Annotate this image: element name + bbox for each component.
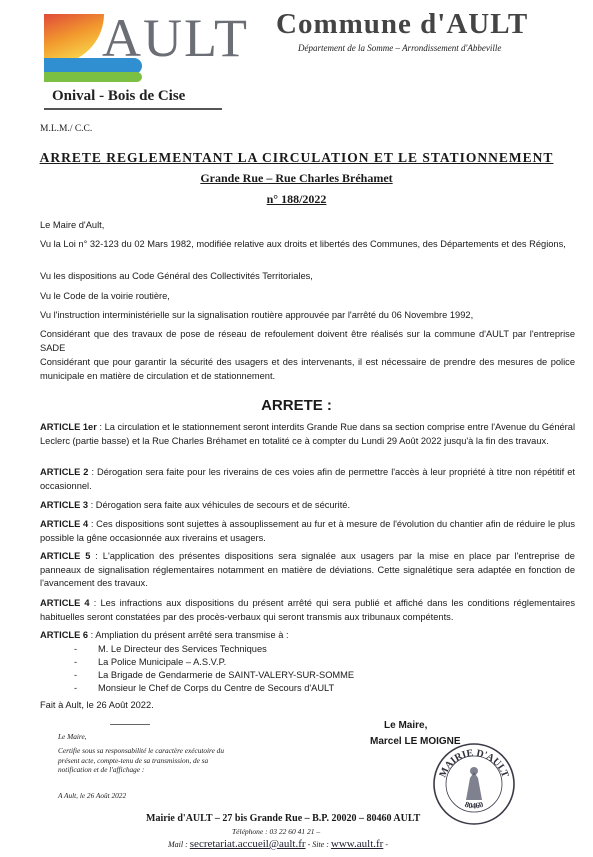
article-text: : Ampliation du présent arrêté sera transmise à : bbox=[88, 630, 289, 640]
divider bbox=[110, 724, 150, 725]
article-label: ARTICLE 2 bbox=[40, 467, 89, 477]
preamble-instruction: Vu l'instruction interministérielle sur la signalisation routière approuvée par l'arrêté du 06 Novembre 1992, bbox=[40, 310, 474, 320]
decree-number: n° 188/2022 bbox=[266, 192, 327, 206]
article-text: : Dérogation sera faite pour les riverains de ces voies afin de permettre l'accès à leur propriété à titre non répétitif et occasionnel. bbox=[40, 467, 575, 491]
article-5 bbox=[40, 550, 575, 591]
article-label: ARTICLE 6 bbox=[40, 630, 89, 640]
list-item: - La Brigade de Gendarmerie de SAINT-VALERY-SUR-SOMME bbox=[74, 669, 554, 682]
reference: M.L.M./ C.C. bbox=[40, 124, 93, 134]
article-text: : Ces dispositions sont sujettes à assouplissement au fur et à mesure de l'évolution du chantier afin de réduire le plus possible la gêne occasionnée aux riverains et usagers. bbox=[40, 519, 575, 543]
article-label: ARTICLE 4 bbox=[40, 598, 90, 608]
arrete-heading: ARRETE : bbox=[261, 397, 332, 414]
article-label: ARTICLE 3 bbox=[40, 500, 89, 510]
site-link[interactable]: www.ault.fr bbox=[330, 838, 384, 850]
mail-link[interactable]: secretariat.accueil@ault.fr bbox=[189, 838, 306, 850]
preamble-code-voirie: Vu le Code de la voirie routière, bbox=[40, 291, 170, 301]
fait-line: Fait à Ault, le 26 Août 2022. bbox=[40, 700, 154, 710]
certification-heading: Le Maire, bbox=[58, 732, 87, 741]
article-4 bbox=[40, 518, 575, 545]
footer-tail: - bbox=[383, 840, 389, 849]
list-item: - Monsieur le Chef de Corps du Centre de Secours d'AULT bbox=[74, 682, 554, 695]
article-text: : L'application des présentes dispositions sera signalée aux usagers par la mise en place par l'entreprise de panneaux de signalisation réglementaires notamment en matière de déviations. Cette signalétique sera adaptée en fonction de l'avancement des travaux. bbox=[40, 551, 575, 588]
signature-name: Marcel LE MOIGNE bbox=[370, 736, 461, 747]
article-text: : Les infractions aux dispositions du présent arrêté qui sera publié et affiché dans les conditions réglementaires habituelles seront constatées par des procès-verbaux qui seront transmis aux tribunaux compétents. bbox=[40, 598, 575, 622]
logo-land-shape bbox=[44, 72, 142, 82]
commune-title: Commune d'AULT bbox=[276, 8, 529, 40]
department-line: Département de la Somme – Arrondissement d'Abbeville bbox=[298, 43, 502, 53]
marianne-icon bbox=[466, 772, 482, 800]
logo-subtitle: Onival - Bois de Cise bbox=[52, 88, 186, 104]
footer-contact bbox=[168, 838, 388, 850]
mail-label: Mail : bbox=[168, 840, 190, 849]
article-label: ARTICLE 1er bbox=[40, 422, 97, 432]
article-1 bbox=[40, 421, 575, 448]
article-3 bbox=[40, 499, 575, 513]
footer-address: Mairie d'AULT – 27 bis Grande Rue – B.P. 20020 – 80460 AULT bbox=[146, 813, 421, 824]
list-item: - La Police Municipale – A.S.V.P. bbox=[74, 656, 554, 669]
commune-logo bbox=[44, 8, 250, 112]
mairie-stamp bbox=[432, 742, 516, 826]
article-4-infractions bbox=[40, 597, 575, 624]
logo-word: AULT bbox=[102, 8, 250, 68]
article-label: ARTICLE 4 bbox=[40, 519, 89, 529]
article-text: : La circulation et le stationnement seront interdits Grande Rue dans sa section comprise entre l'Avenue du Général Leclerc (partie basse) et la Rue Charles Bréhamet en totalité ce à compter du Lundi 29 Août 2022 jusqu'à la fin des travaux. bbox=[40, 422, 576, 446]
certification-text: Certifie sous sa responsabilité le caractère exécutoire du présent acte, compte-tenu de sa transmission, de sa notification et de l'affichage : bbox=[58, 746, 224, 774]
decree-title: ARRETE REGLEMENTANT LA CIRCULATION ET LE STATIONNEMENT bbox=[39, 150, 554, 165]
stamp-top-text: MAIRIE D'AULT bbox=[437, 747, 511, 780]
article-6 bbox=[40, 629, 575, 643]
article-label: ARTICLE 5 bbox=[40, 551, 91, 561]
stamp-bottom-text: 80460 bbox=[463, 799, 485, 811]
list-item: - M. Le Directeur des Services Techniques bbox=[74, 643, 554, 656]
signature-role: Le Maire, bbox=[384, 720, 428, 731]
footer-phone: Téléphone : 03 22 60 41 21 – bbox=[232, 827, 321, 836]
decree-streets: Grande Rue – Rue Charles Bréhamet bbox=[200, 171, 393, 185]
svg-text:80460 bbox=[464, 800, 485, 811]
certification-date: A Ault, le 26 Août 2022 bbox=[58, 791, 127, 800]
article-text: : Dérogation sera faite aux véhicules de secours et de sécurité. bbox=[88, 500, 351, 510]
ampliation-list bbox=[74, 643, 554, 695]
preamble-considering-works: Considérant que des travaux de pose de réseau de refoulement doivent être réalisés sur la commune d'AULT par l'entreprise SADE bbox=[40, 329, 575, 353]
logo-sun-shape bbox=[44, 14, 104, 64]
preamble-mayor: Le Maire d'Ault, bbox=[40, 220, 105, 230]
preamble-considering-safety: Considérant que pour garantir la sécurité des usagers et des intervenants, il est nécessaire de prendre des mesures de police municipale en matière de circulation et de stationnement. bbox=[40, 357, 575, 381]
preamble-law: Vu la Loi n° 32-123 du 02 Mars 1982, modifiée relative aux droits et libertés des Communes, des Départements et des Régions, bbox=[40, 239, 566, 249]
logo-divider bbox=[44, 108, 222, 110]
preamble-code-general: Vu les dispositions au Code Général des Collectivités Territoriales, bbox=[40, 271, 313, 281]
article-2 bbox=[40, 466, 575, 493]
site-label: - Site : bbox=[305, 840, 331, 849]
